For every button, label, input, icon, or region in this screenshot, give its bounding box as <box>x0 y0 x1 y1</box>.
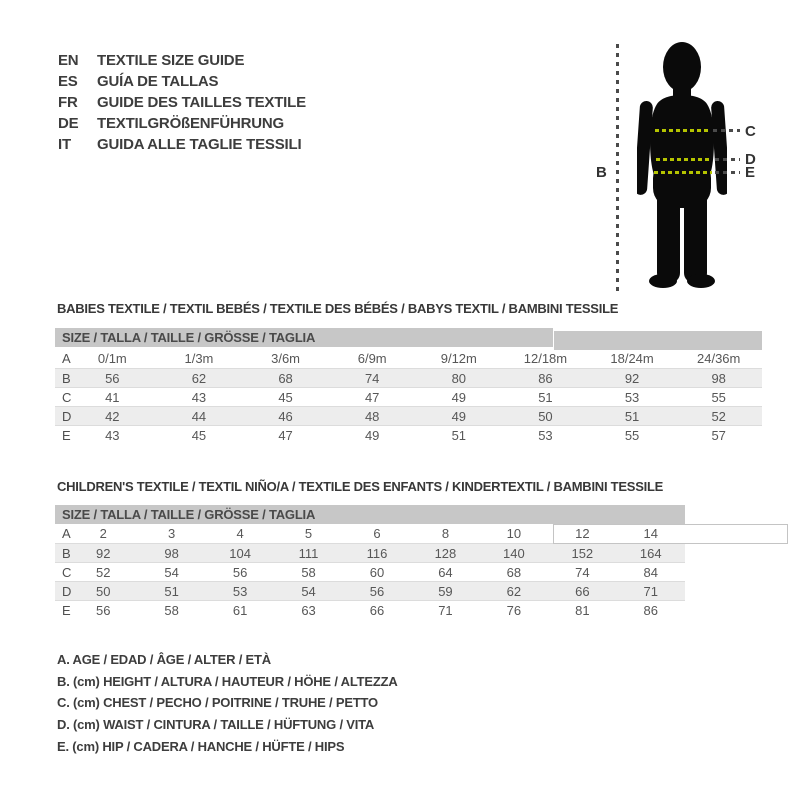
table-row-A <box>55 349 762 368</box>
cell-value: 6/9m <box>357 351 387 366</box>
cell-value: 62 <box>191 370 207 386</box>
chest-pointer-line <box>713 129 740 132</box>
cell-value: 55 <box>624 427 640 443</box>
language-row-de <box>58 116 284 132</box>
cell-value: 8 <box>441 526 450 541</box>
cell-value: 98 <box>164 545 179 561</box>
cell-value: 46 <box>278 408 293 424</box>
cell-value: 53 <box>232 583 248 599</box>
table-row-B <box>55 368 762 387</box>
cell-value: 49 <box>364 427 380 443</box>
cell-value: 53 <box>624 389 640 405</box>
cell-value: 76 <box>506 602 522 618</box>
cell-value: 57 <box>711 427 726 443</box>
cell-value: 116 <box>366 545 388 561</box>
cell-value: 10 <box>506 526 522 541</box>
cell-value: 51 <box>451 427 467 443</box>
cell-value: 51 <box>624 408 640 424</box>
cell-value: 12/18m <box>523 351 568 366</box>
row-label: C <box>62 389 72 405</box>
cell-value: 56 <box>232 564 248 580</box>
cell-value: 63 <box>301 602 316 618</box>
language-label: GUIDE DES TAILLES TEXTILE <box>97 94 306 111</box>
cell-value: 58 <box>301 564 316 580</box>
waist-pointer-line <box>715 158 740 161</box>
cell-value: 51 <box>538 389 553 405</box>
language-row-fr <box>58 95 306 111</box>
cell-value: 84 <box>643 564 658 580</box>
cell-value: 0/1m <box>97 351 127 366</box>
babies-table <box>55 349 762 444</box>
legend-age: A. AGE / EDAD / ÂGE / ALTER / ETÀ <box>57 652 271 667</box>
cell-value: 51 <box>164 583 179 599</box>
language-row-es <box>58 74 218 90</box>
cell-value: 44 <box>191 408 207 424</box>
cell-value: 49 <box>451 389 467 405</box>
cell-value: 164 <box>639 545 662 561</box>
cell-value: 152 <box>571 545 594 561</box>
cell-value: 3 <box>168 526 176 541</box>
cell-value: 86 <box>538 370 553 386</box>
cell-value: 47 <box>364 389 380 405</box>
language-code: FR <box>58 94 78 111</box>
legend-chest: C. (cm) CHEST / PECHO / POITRINE / TRUHE / PETTO <box>57 695 378 710</box>
cell-value: 24/36m <box>697 351 741 366</box>
cell-value: 54 <box>164 564 179 580</box>
cell-value: 92 <box>95 545 111 561</box>
cell-value: 42 <box>105 408 120 424</box>
children-size-header-text: SIZE / TALLA / TAILLE / GRÖSSE / TAGLIA <box>62 507 316 522</box>
legend-hip: E. (cm) HIP / CADERA / HANCHE / HÜFTE / HIPS <box>57 739 345 754</box>
row-label: B <box>62 545 71 561</box>
cell-value: 62 <box>506 583 522 599</box>
cell-value: 5 <box>304 526 313 541</box>
language-row-en <box>58 53 244 69</box>
legend-height: B. (cm) HEIGHT / ALTURA / HAUTEUR / HÖHE / ALTEZZA <box>57 674 398 689</box>
cell-value: 6 <box>373 526 381 541</box>
cell-value: 52 <box>95 564 111 580</box>
children-section-title: CHILDREN'S TEXTILE / TEXTIL NIÑO/A / TEXTILE DES ENFANTS / KINDERTEXTIL / BAMBINI TESSILE <box>57 479 664 494</box>
cell-value: 41 <box>105 389 120 405</box>
cell-value: 86 <box>643 602 658 618</box>
cell-value: 140 <box>503 545 525 561</box>
height-measure-label: B <box>596 164 607 181</box>
waist-measure-label: D <box>745 151 756 168</box>
language-label: GUIDA ALLE TAGLIE TESSILI <box>97 136 302 153</box>
cell-value: 50 <box>538 408 553 424</box>
cell-value: 49 <box>451 408 467 424</box>
language-label: TEXTILE SIZE GUIDE <box>97 52 245 69</box>
cell-value: 3/6m <box>271 351 301 366</box>
legend-waist: D. (cm) WAIST / CINTURA / TAILLE / HÜFTUNG / VITA <box>57 717 375 732</box>
table-row-C <box>55 562 685 581</box>
cell-value: 50 <box>95 583 111 599</box>
cell-value: 61 <box>232 602 248 618</box>
cell-value: 74 <box>364 370 380 386</box>
cell-value: 56 <box>369 583 385 599</box>
babies-size-header-bar <box>55 328 553 347</box>
language-code: IT <box>58 136 71 153</box>
child-silhouette-icon <box>637 40 727 295</box>
cell-value: 43 <box>191 389 207 405</box>
cell-value: 2 <box>99 526 107 541</box>
cell-value: 56 <box>95 602 111 618</box>
cell-value: 128 <box>434 545 457 561</box>
cell-value: 12 <box>575 526 590 541</box>
cell-value: 45 <box>278 389 293 405</box>
cell-value: 48 <box>364 408 380 424</box>
cell-value: 68 <box>278 370 293 386</box>
row-label: E <box>62 427 71 443</box>
hip-pointer-line <box>715 171 740 174</box>
table-row-D <box>55 406 762 425</box>
cell-value: 92 <box>624 370 640 386</box>
hip-dotted-line <box>654 171 712 174</box>
cell-value: 71 <box>643 583 658 599</box>
cell-value: 14 <box>643 526 658 541</box>
cell-value: 47 <box>278 427 293 443</box>
chest-dotted-line <box>655 129 709 132</box>
waist-dotted-line <box>656 158 712 161</box>
cell-value: 60 <box>369 564 385 580</box>
cell-value: 71 <box>438 602 453 618</box>
cell-value: 81 <box>575 602 590 618</box>
chest-measure-label: C <box>745 123 756 140</box>
children-size-header-bar <box>55 505 685 524</box>
table-row-B <box>55 543 685 562</box>
language-label: TEXTILGRÖßENFÜHRUNG <box>97 115 285 132</box>
babies-size-header-bar-right <box>554 331 762 350</box>
table-row-D <box>55 581 685 600</box>
row-label: C <box>62 564 72 580</box>
table-row-E <box>55 425 762 444</box>
table-row-C <box>55 387 762 406</box>
cell-value: 43 <box>105 427 120 443</box>
row-label: A <box>62 526 71 541</box>
cell-value: 104 <box>229 545 251 561</box>
cell-value: 58 <box>164 602 179 618</box>
row-label: D <box>62 408 72 424</box>
babies-size-header-text: SIZE / TALLA / TAILLE / GRÖSSE / TAGLIA <box>62 330 316 345</box>
cell-value: 66 <box>369 602 385 618</box>
cell-value: 55 <box>711 389 726 405</box>
row-label: B <box>62 370 71 386</box>
cell-value: 52 <box>711 408 726 424</box>
cell-value: 74 <box>575 564 590 580</box>
cell-value: 53 <box>538 427 553 443</box>
cell-value: 68 <box>506 564 522 580</box>
table-row-E <box>55 600 685 619</box>
cell-value: 56 <box>105 370 120 386</box>
cell-value: 1/3m <box>184 351 214 366</box>
language-label: GUÍA DE TALLAS <box>97 73 219 90</box>
babies-section-title: BABIES TEXTILE / TEXTIL BEBÉS / TEXTILE DES BÉBÉS / BABYS TEXTIL / BAMBINI TESSILE <box>57 301 619 316</box>
cell-value: 66 <box>575 583 590 599</box>
cell-value: 80 <box>451 370 467 386</box>
cell-value: 9/12m <box>440 351 477 366</box>
cell-value: 4 <box>236 526 244 541</box>
language-code: ES <box>58 73 78 90</box>
row-label: D <box>62 583 72 599</box>
children-table <box>55 524 685 619</box>
cell-value: 111 <box>298 545 319 561</box>
cell-value: 54 <box>301 583 316 599</box>
hip-measure-label: E <box>745 164 756 181</box>
cell-value: 98 <box>711 370 726 386</box>
cell-value: 64 <box>438 564 453 580</box>
language-code: DE <box>58 115 79 132</box>
row-label: E <box>62 602 71 618</box>
table-row-A <box>55 524 685 543</box>
language-row-it <box>58 137 301 153</box>
cell-value: 45 <box>191 427 207 443</box>
cell-value: 59 <box>438 583 453 599</box>
row-label: A <box>62 351 71 366</box>
cell-value: 18/24m <box>610 351 654 366</box>
height-dotted-line <box>616 44 619 292</box>
language-code: EN <box>58 52 79 69</box>
